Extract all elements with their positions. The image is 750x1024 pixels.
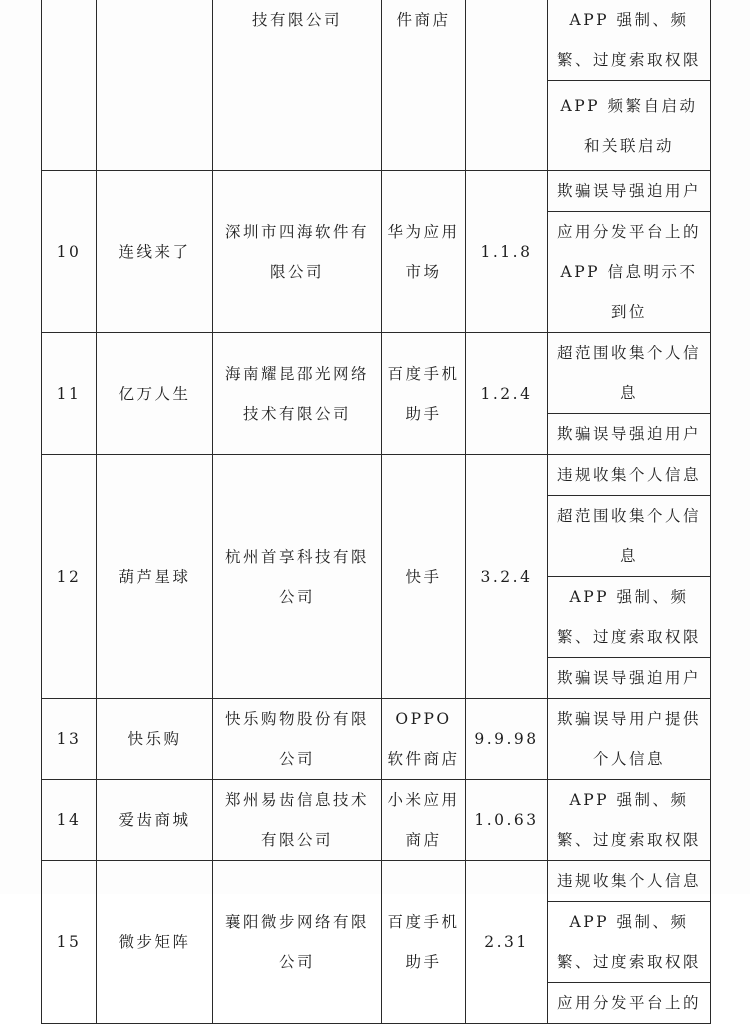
store-cell: 百度手机助手: [382, 861, 466, 1024]
issue-cell: APP 强制、频繁、过度索取权限: [548, 0, 711, 81]
company-cell: 杭州首享科技有限公司: [213, 455, 382, 699]
company-cell: 深圳市四海软件有限公司: [213, 171, 382, 333]
app-name-cell: 亿万人生: [97, 333, 213, 455]
version-cell: 3.2.4: [466, 455, 548, 699]
version-cell: 1.2.4: [466, 333, 548, 455]
row-number-cell: [42, 0, 97, 171]
company-cell: 郑州易齿信息技术有限公司: [213, 780, 382, 861]
app-name-cell: 快乐购: [97, 699, 213, 780]
row-number-cell: 12: [42, 455, 97, 699]
company-cell: 海南耀昆邵光网络技术有限公司: [213, 333, 382, 455]
company-cell: 技有限公司: [213, 0, 382, 171]
app-name-cell: 葫芦星球: [97, 455, 213, 699]
company-cell: 快乐购物股份有限公司: [213, 699, 382, 780]
issue-cell: APP 强制、频繁、过度索取权限: [548, 902, 711, 983]
issue-cell: 欺骗误导强迫用户: [548, 658, 711, 699]
row-number-cell: 13: [42, 699, 97, 780]
issue-cell: 超范围收集个人信息: [548, 496, 711, 577]
issue-cell: APP 频繁自启动和关联启动: [548, 81, 711, 171]
row-number-cell: 10: [42, 171, 97, 333]
issue-cell: 应用分发平台上的APP 信息明示不到位: [548, 212, 711, 333]
version-cell: 9.9.98: [466, 699, 548, 780]
issue-cell: 欺骗误导强迫用户: [548, 171, 711, 212]
app-name-cell: 连线来了: [97, 171, 213, 333]
version-cell: 1.1.8: [466, 171, 548, 333]
issue-cell: 违规收集个人信息: [548, 455, 711, 496]
version-cell: 2.31: [466, 861, 548, 1024]
issue-cell: APP 强制、频繁、过度索取权限: [548, 780, 711, 861]
issue-cell: 违规收集个人信息: [548, 861, 711, 902]
app-name-cell: 微步矩阵: [97, 861, 213, 1024]
issue-cell: 应用分发平台上的: [548, 983, 711, 1024]
company-cell: 襄阳微步网络有限公司: [213, 861, 382, 1024]
issue-cell: 欺骗误导强迫用户: [548, 414, 711, 455]
issue-cell: APP 强制、频繁、过度索取权限: [548, 577, 711, 658]
app-name-cell: [97, 0, 213, 171]
version-cell: 1.0.63: [466, 780, 548, 861]
version-cell: [466, 0, 548, 171]
store-cell: 件商店: [382, 0, 466, 171]
app-name-cell: 爱齿商城: [97, 780, 213, 861]
app-violation-table: [41, 0, 711, 1024]
row-number-cell: 11: [42, 333, 97, 455]
store-cell: OPPO 软件商店: [382, 699, 466, 780]
issue-cell: 欺骗误导用户提供个人信息: [548, 699, 711, 780]
issue-cell: 超范围收集个人信息: [548, 333, 711, 414]
store-cell: 百度手机助手: [382, 333, 466, 455]
store-cell: 快手: [382, 455, 466, 699]
store-cell: 小米应用商店: [382, 780, 466, 861]
store-cell: 华为应用市场: [382, 171, 466, 333]
row-number-cell: 14: [42, 780, 97, 861]
row-number-cell: 15: [42, 861, 97, 1024]
